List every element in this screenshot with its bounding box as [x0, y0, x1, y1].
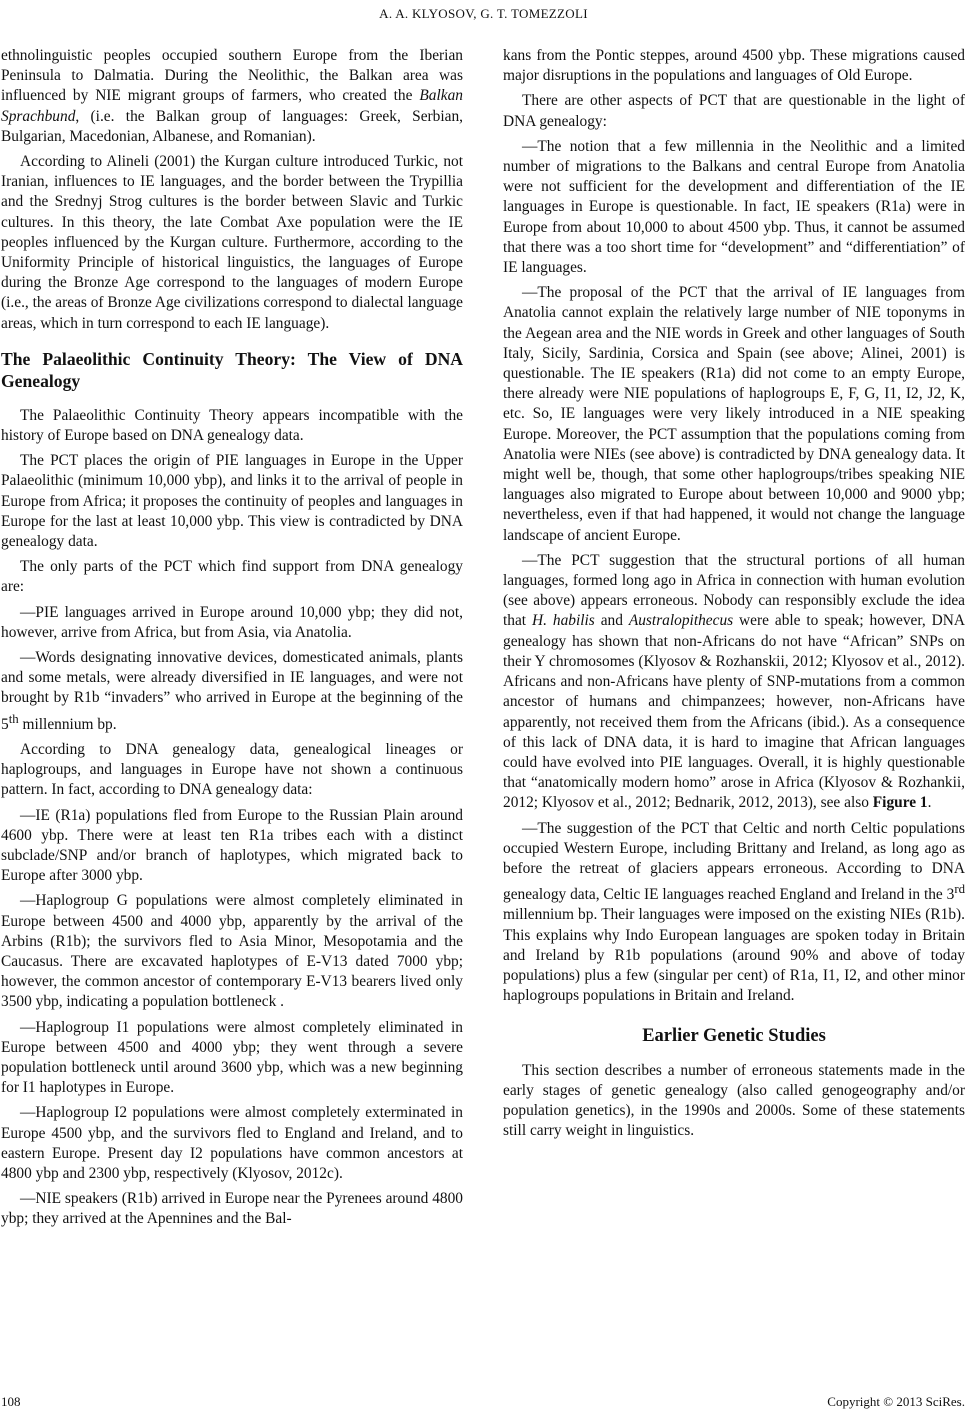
paragraph: The PCT places the origin of PIE languages in Europe in the Upper Palaeolithic (minimum 10,000 ybp), and links it to the arrival of people in Europe from Africa; it proposes the continuity of peoples and languages in Europe for the last at least 10,000 ybp. This view is contradicted by DNA genealogy data. [1, 452, 463, 551]
paragraph: —IE (R1a) populations fled from Europe to the Russian Plain around 4600 ybp. There were at least ten R1a tribes each with a distinct subclade/SNP and/or branch of haplotypes, which migrated back to Europe after 3000 ybp. [1, 806, 463, 885]
paragraph: —Haplogroup I1 populations were almost completely eliminated in Europe between 4500 and 4000 ybp; they went through a severe population bottleneck until around 3600 ybp, which was a new beginning for I1 haplotypes in Europe. [1, 1018, 463, 1097]
paragraph: —PIE languages arrived in Europe around 10,000 ybp; they did not, however, arrive from Africa, but from Asia, via Anatolia. [1, 603, 463, 641]
paragraph-text: and [594, 612, 629, 630]
paragraph: The only parts of the PCT which find support from DNA genealogy are: [1, 558, 463, 596]
running-head: A. A. KLYOSOV, G. T. TOMEZZOLI [379, 6, 588, 21]
right-column [503, 46, 965, 1146]
paragraph: The Palaeolithic Continuity Theory appears incompatible with the history of Europe based on DNA genealogy data. [1, 406, 463, 445]
paragraph: —The notion that a few millennia in the Neolithic and a limited number of migrations to the Balkans and central Europe from Anatolia were not sufficient for the development and differentiation of the IE languages in Europe is questionable. In fact, IE speakers (R1a) were in Europe from about 10,000 to about 4500 ybp. Thus, it cannot be assumed that there was a too short time for “development” and “differentiation” of IE languages. [503, 137, 965, 277]
italic-term: Australopithecus [628, 612, 734, 630]
paragraph-text: , (i.e. the Balkan group of languages: Greek, Serbian, Bulgarian, Macedonian, Albanese, and Romanian). [1, 107, 463, 145]
paragraph-text: . [927, 794, 932, 812]
superscript: rd [954, 882, 965, 897]
paragraph: There are other aspects of PCT that are questionable in the light of DNA genealogy: [503, 92, 965, 130]
section-heading: The Palaeolithic Continuity Theory: The View of DNA Genealogy [1, 348, 463, 391]
paragraph-text: —Words designating innovative devices, domesticated animals, plants and some metals, were already diversified in IE languages, and were not brought by R1b “invaders” who arrived in Europe at the beginning of the 5 [1, 649, 463, 733]
paragraph: This section describes a number of erroneous statements made in the early stages of genetic genealogy (also called genogeography and/or population genetics), in the 1990s and 2000s. Some of these statements still carry weight in linguistics. [503, 1061, 965, 1140]
paragraph [1, 46, 463, 147]
italic-term: Balkan Sprachbund [1, 87, 463, 125]
figure-reference: Figure 1 [872, 794, 928, 812]
paragraph: —Haplogroup G populations were almost completely eliminated in Europe between 4500 and 4000 ybp, apparently by the arrival of the Arbins (R1b); the survivors fled to Asia Minor, Mesopotamia and the Caucasus. There are excavated haplotypes of E-V13 dated 7000 ybp; however, the common ancestor of contemporary E-V13 bearers lived only 3500 ybp, indicating a population bottleneck . [1, 892, 463, 1011]
paragraph-text: millennium bp. Their languages were imposed on the existing NIEs (R1b). This explains why Indo European languages are spoken today in Britain and Ireland by R1b populations (around 90% and above of today populations) plus a few (singular per cent) of R1a, I1, I2, and other minor haplogroups populations in Britain and Ireland. [503, 906, 965, 1005]
paragraph-text: —The suggestion of the PCT that Celtic and north Celtic populations occupied Western Europe, including Brittany and Ireland, as long ago as before the retreat of glaciers appears erroneous. According to DNA genealogy data, Celtic IE languages reached England and Ireland in the 3 [503, 819, 965, 904]
superscript: th [8, 711, 19, 726]
paragraph-text: were able to speak; however, DNA genealogy has shown that non-Africans do not have “African” SNPs on their Y chromosomes (Klyosov & Rozhanskii, 2012; Klyosov et al., 2012). Africans and non-Africans have plenty of SNP-mutations from a common ancestor of humans and chimpanzees; however, non-Africans have apparently, not received them from the Africans (ibid.). As a consequence of this lack of DNA data, it is hard to imagine that African languages could have evolved into PIE languages. Overall, it is highly questionable that “anatomically modern homo” arose in Africa (Klyosov & Rozhankii, 2012; Klyosov et al., 2012; Bednarik, 2012, 2013), see also [503, 612, 965, 812]
italic-term: H. habilis [532, 612, 595, 630]
paragraph: kans from the Pontic steppes, around 4500 ybp. These migrations caused major disruptions in the populations and languages of Old Europe. [503, 47, 965, 85]
paragraph: According to Alineli (2001) the Kurgan culture introduced Turkic, not Iranian, influences to IE languages, and the border between the Trypillia and the Srednyj Strog cultures is the border between Slavic and Turkic cultures. In this theory, the late Combat Axe population were the IE peoples influenced by the Kurgan culture. Furthermore, according to the Uniformity Principle of historical linguistics, the languages of Europe during the Bronze Age correspond to the languages of modern Europe (i.e., the areas of Bronze Age civilizations correspond to dialectal language areas, which in turn correspond to each IE language). [1, 153, 463, 332]
paragraph-text: ethnolinguistic peoples occupied southern Europe from the Iberian Peninsula to Dalmatia. During the Neolithic, the Balkan area was influenced by NIE migrant groups of farmers, who created the [1, 47, 463, 105]
paragraph-text: millennium bp. [18, 715, 117, 733]
paragraph [1, 648, 463, 735]
copyright-notice: Copyright © 2013 SciRes. [827, 1394, 965, 1409]
paragraph-text: —The PCT suggestion that the structural portions of all human languages, formed long ago in Africa in connection with human evolution (see above) appears erroneous. Nobody can responsibly exclude the idea that [503, 551, 965, 630]
paragraph: According to DNA genealogy data, genealogical lineages or haplogroups, and languages in Europe have not shown a continuous pattern. In fact, according to DNA genealogy data: [1, 741, 463, 799]
paragraph [503, 551, 965, 814]
paragraph: —NIE speakers (R1b) arrived in Europe near the Pyrenees around 4800 ybp; they arrived at the Apennines and the Bal- [1, 1190, 463, 1228]
section-heading: Earlier Genetic Studies [642, 1026, 826, 1047]
paragraph [503, 819, 965, 1007]
paragraph: —Haplogroup I2 populations were almost completely exterminated in Europe 4500 ybp, and the survivors fled to England and Ireland, and to eastern Europe. Present day I2 populations have common ancestors at 4800 ybp and 2300 ybp, respectively (Klyosov, 2012c). [1, 1104, 463, 1183]
left-column [1, 46, 463, 1235]
paragraph: —The proposal of the PCT that the arrival of IE languages from Anatolia cannot explain the relatively large number of NIE toponyms in the Aegean area and the NIE words in Greek and other languages of South Italy, Sicily, Sardinia, Corsica and Spain (see above; Alinei, 2001) is questionable. The IE speakers (R1a) did not come to an empty Europe, there already were NIE populations of haplogroups E, F, G, I1, I2, J2, K, etc. So, IE languages were very likely introduced in a NIE speaking Europe. Moreover, the PCT assumption that the populations coming from Anatolia were NIEs (see above) is contradicted by DNA genealogy data. It might well be, though, that some other haplogroups/tribes speaking NIE languages also migrated to Europe about between 10,000 and 9000 ybp; nevertheless, even if that had happened, it would not change the language landscape of ancient Europe. [503, 284, 965, 544]
page-number: 108 [1, 1394, 21, 1409]
